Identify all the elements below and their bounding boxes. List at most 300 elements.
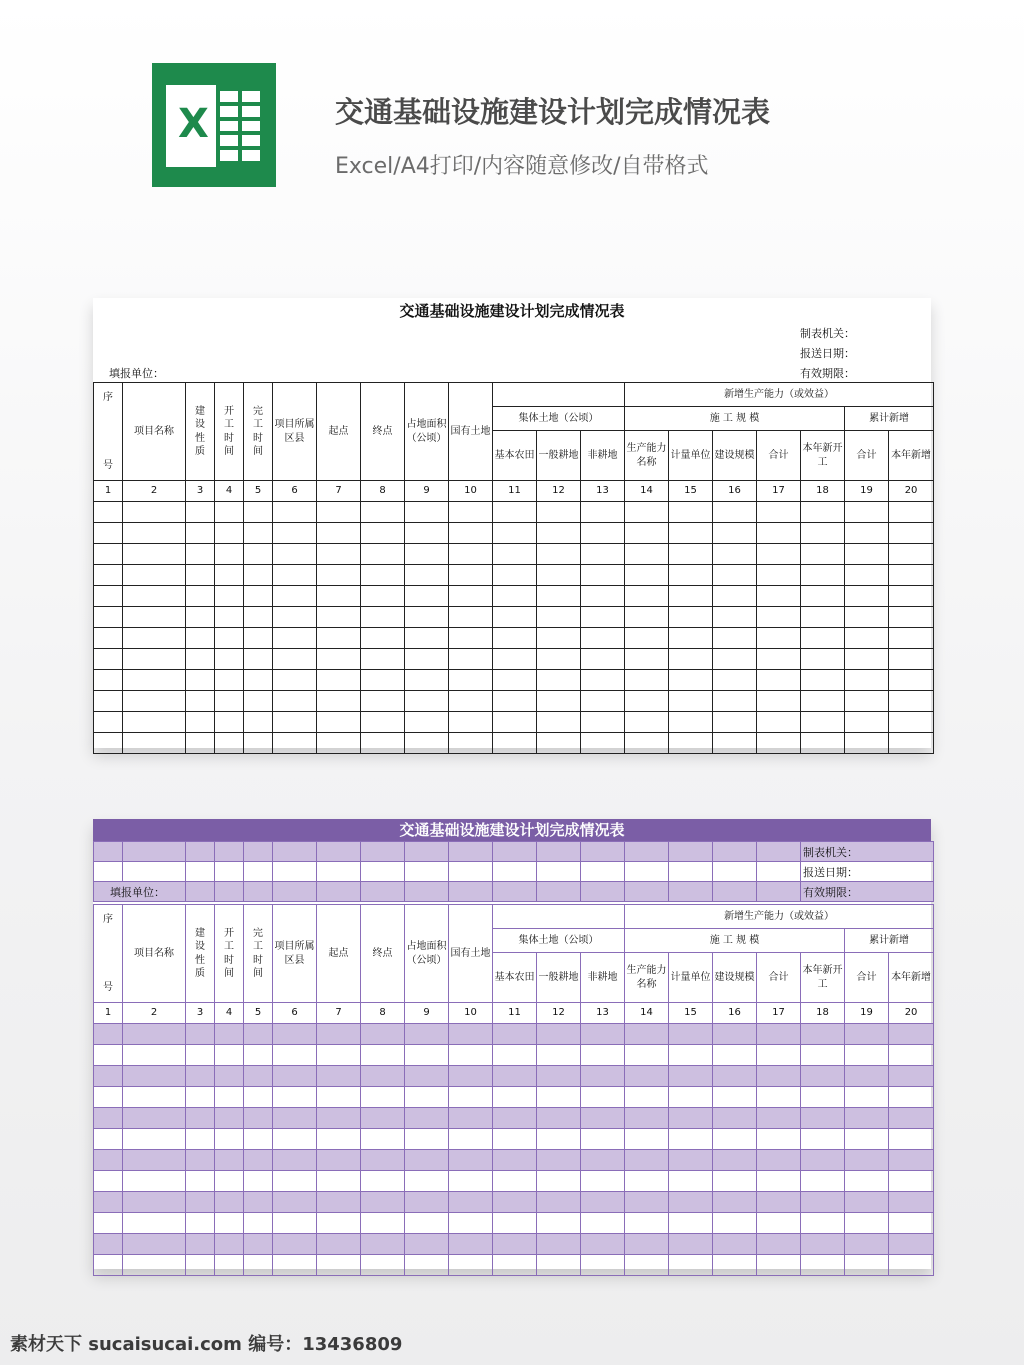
table-cell[interactable]: [94, 1192, 123, 1213]
table-cell[interactable]: [757, 1255, 801, 1276]
table-cell[interactable]: [669, 523, 713, 544]
table-cell[interactable]: [845, 1150, 889, 1171]
table-cell[interactable]: [449, 1192, 493, 1213]
table-cell[interactable]: [801, 1255, 845, 1276]
table-cell[interactable]: [215, 1213, 244, 1234]
table-cell[interactable]: [449, 586, 493, 607]
table-cell[interactable]: [405, 607, 449, 628]
table-cell[interactable]: [757, 1213, 801, 1234]
table-cell[interactable]: [186, 1108, 215, 1129]
table-cell[interactable]: [94, 502, 123, 523]
table-cell[interactable]: [801, 733, 845, 754]
table-cell[interactable]: [449, 1108, 493, 1129]
table-cell[interactable]: [581, 628, 625, 649]
table-cell[interactable]: [94, 1213, 123, 1234]
table-cell[interactable]: [493, 712, 537, 733]
table-cell[interactable]: [757, 628, 801, 649]
table-cell[interactable]: [889, 502, 934, 523]
table-cell[interactable]: [215, 649, 244, 670]
table-cell[interactable]: [801, 1087, 845, 1108]
table-cell[interactable]: [713, 1171, 757, 1192]
table-cell[interactable]: [669, 544, 713, 565]
table-cell[interactable]: [537, 1129, 581, 1150]
table-cell[interactable]: [713, 1213, 757, 1234]
table-cell[interactable]: [757, 1129, 801, 1150]
table-cell[interactable]: [493, 1129, 537, 1150]
table-cell[interactable]: [757, 1171, 801, 1192]
table-cell[interactable]: [186, 1150, 215, 1171]
table-cell[interactable]: [669, 733, 713, 754]
table-cell[interactable]: [273, 523, 317, 544]
table-cell[interactable]: [123, 523, 186, 544]
table-cell[interactable]: [405, 1024, 449, 1045]
table-cell[interactable]: [581, 1234, 625, 1255]
table-cell[interactable]: [625, 1234, 669, 1255]
table-cell[interactable]: [273, 691, 317, 712]
table-cell[interactable]: [405, 649, 449, 670]
table-cell[interactable]: [537, 649, 581, 670]
table-cell[interactable]: [317, 1234, 361, 1255]
table-cell[interactable]: [317, 1171, 361, 1192]
table-cell[interactable]: [845, 1024, 889, 1045]
table-cell[interactable]: [317, 1192, 361, 1213]
table-cell[interactable]: [215, 1192, 244, 1213]
table-cell[interactable]: [845, 523, 889, 544]
table-cell[interactable]: [449, 1150, 493, 1171]
table-cell[interactable]: [215, 565, 244, 586]
table-cell[interactable]: [186, 1087, 215, 1108]
table-cell[interactable]: [273, 1024, 317, 1045]
table-cell[interactable]: [625, 1255, 669, 1276]
table-cell[interactable]: [757, 1045, 801, 1066]
table-cell[interactable]: [669, 1171, 713, 1192]
table-cell[interactable]: [537, 502, 581, 523]
table-cell[interactable]: [186, 670, 215, 691]
table-cell[interactable]: [537, 523, 581, 544]
table-cell[interactable]: [94, 670, 123, 691]
table-cell[interactable]: [186, 544, 215, 565]
table-cell[interactable]: [361, 1024, 405, 1045]
table-cell[interactable]: [801, 1108, 845, 1129]
table-cell[interactable]: [317, 1255, 361, 1276]
table-cell[interactable]: [625, 1213, 669, 1234]
table-cell[interactable]: [215, 1066, 244, 1087]
table-cell[interactable]: [713, 1234, 757, 1255]
table-cell[interactable]: [669, 649, 713, 670]
table-cell[interactable]: [94, 1024, 123, 1045]
table-cell[interactable]: [361, 1255, 405, 1276]
table-cell[interactable]: [317, 691, 361, 712]
table-cell[interactable]: [361, 1213, 405, 1234]
table-cell[interactable]: [625, 1192, 669, 1213]
table-cell[interactable]: [405, 565, 449, 586]
table-cell[interactable]: [493, 586, 537, 607]
table-cell[interactable]: [713, 1255, 757, 1276]
table-cell[interactable]: [405, 1087, 449, 1108]
table-cell[interactable]: [273, 649, 317, 670]
table-cell[interactable]: [757, 649, 801, 670]
table-cell[interactable]: [186, 649, 215, 670]
table-cell[interactable]: [669, 1024, 713, 1045]
table-cell[interactable]: [537, 544, 581, 565]
table-cell[interactable]: [94, 1108, 123, 1129]
table-cell[interactable]: [757, 502, 801, 523]
table-cell[interactable]: [493, 1045, 537, 1066]
table-cell[interactable]: [845, 1045, 889, 1066]
table-cell[interactable]: [317, 523, 361, 544]
table-cell[interactable]: [537, 586, 581, 607]
table-cell[interactable]: [713, 1024, 757, 1045]
table-cell[interactable]: [493, 1192, 537, 1213]
table-cell[interactable]: [244, 628, 273, 649]
table-cell[interactable]: [273, 565, 317, 586]
table-cell[interactable]: [273, 1213, 317, 1234]
table-cell[interactable]: [449, 1024, 493, 1045]
table-cell[interactable]: [889, 1150, 934, 1171]
table-cell[interactable]: [273, 544, 317, 565]
table-cell[interactable]: [449, 502, 493, 523]
table-cell[interactable]: [273, 1171, 317, 1192]
table-cell[interactable]: [244, 607, 273, 628]
table-cell[interactable]: [669, 1255, 713, 1276]
table-cell[interactable]: [669, 1213, 713, 1234]
table-cell[interactable]: [669, 607, 713, 628]
table-cell[interactable]: [273, 502, 317, 523]
table-cell[interactable]: [317, 649, 361, 670]
table-cell[interactable]: [123, 565, 186, 586]
table-cell[interactable]: [669, 1045, 713, 1066]
table-cell[interactable]: [537, 712, 581, 733]
table-cell[interactable]: [123, 670, 186, 691]
table-cell[interactable]: [625, 1045, 669, 1066]
table-cell[interactable]: [449, 733, 493, 754]
table-cell[interactable]: [186, 1234, 215, 1255]
table-cell[interactable]: [757, 586, 801, 607]
table-cell[interactable]: [801, 544, 845, 565]
table-cell[interactable]: [713, 1150, 757, 1171]
table-cell[interactable]: [625, 586, 669, 607]
table-cell[interactable]: [625, 544, 669, 565]
table-cell[interactable]: [361, 733, 405, 754]
table-cell[interactable]: [215, 1255, 244, 1276]
table-cell[interactable]: [94, 712, 123, 733]
table-cell[interactable]: [186, 1045, 215, 1066]
table-cell[interactable]: [361, 1066, 405, 1087]
table-cell[interactable]: [493, 628, 537, 649]
table-cell[interactable]: [361, 1171, 405, 1192]
table-cell[interactable]: [273, 586, 317, 607]
table-cell[interactable]: [405, 502, 449, 523]
table-cell[interactable]: [713, 628, 757, 649]
table-cell[interactable]: [493, 1171, 537, 1192]
table-cell[interactable]: [405, 712, 449, 733]
table-cell[interactable]: [889, 1129, 934, 1150]
table-cell[interactable]: [845, 1087, 889, 1108]
table-cell[interactable]: [625, 1024, 669, 1045]
table-cell[interactable]: [537, 670, 581, 691]
table-cell[interactable]: [317, 1087, 361, 1108]
table-cell[interactable]: [713, 523, 757, 544]
table-cell[interactable]: [801, 1045, 845, 1066]
table-cell[interactable]: [361, 607, 405, 628]
table-cell[interactable]: [493, 670, 537, 691]
table-cell[interactable]: [581, 502, 625, 523]
table-cell[interactable]: [845, 1066, 889, 1087]
table-cell[interactable]: [123, 502, 186, 523]
table-cell[interactable]: [123, 1213, 186, 1234]
table-cell[interactable]: [123, 733, 186, 754]
table-cell[interactable]: [537, 1171, 581, 1192]
table-cell[interactable]: [244, 670, 273, 691]
table-cell[interactable]: [537, 628, 581, 649]
table-cell[interactable]: [669, 1192, 713, 1213]
table-cell[interactable]: [94, 607, 123, 628]
table-cell[interactable]: [713, 607, 757, 628]
table-cell[interactable]: [757, 523, 801, 544]
table-cell[interactable]: [405, 1129, 449, 1150]
table-cell[interactable]: [581, 565, 625, 586]
table-cell[interactable]: [94, 1234, 123, 1255]
table-cell[interactable]: [215, 523, 244, 544]
table-cell[interactable]: [244, 1150, 273, 1171]
table-cell[interactable]: [361, 523, 405, 544]
table-cell[interactable]: [94, 565, 123, 586]
table-cell[interactable]: [889, 1192, 934, 1213]
table-cell[interactable]: [493, 1024, 537, 1045]
table-cell[interactable]: [845, 1108, 889, 1129]
table-cell[interactable]: [757, 544, 801, 565]
table-cell[interactable]: [361, 712, 405, 733]
table-cell[interactable]: [625, 691, 669, 712]
table-cell[interactable]: [801, 1234, 845, 1255]
table-cell[interactable]: [713, 1066, 757, 1087]
table-cell[interactable]: [801, 712, 845, 733]
table-cell[interactable]: [361, 670, 405, 691]
table-cell[interactable]: [186, 1024, 215, 1045]
table-cell[interactable]: [244, 1213, 273, 1234]
table-cell[interactable]: [244, 733, 273, 754]
table-cell[interactable]: [581, 649, 625, 670]
table-cell[interactable]: [713, 733, 757, 754]
table-cell[interactable]: [801, 628, 845, 649]
table-cell[interactable]: [845, 607, 889, 628]
table-cell[interactable]: [889, 586, 934, 607]
table-cell[interactable]: [361, 586, 405, 607]
table-cell[interactable]: [757, 565, 801, 586]
table-cell[interactable]: [889, 1087, 934, 1108]
table-cell[interactable]: [801, 691, 845, 712]
table-cell[interactable]: [361, 565, 405, 586]
table-cell[interactable]: [244, 523, 273, 544]
table-cell[interactable]: [273, 670, 317, 691]
table-cell[interactable]: [361, 1129, 405, 1150]
table-cell[interactable]: [757, 1150, 801, 1171]
table-cell[interactable]: [186, 523, 215, 544]
table-cell[interactable]: [625, 712, 669, 733]
table-cell[interactable]: [123, 1066, 186, 1087]
table-cell[interactable]: [244, 1045, 273, 1066]
table-cell[interactable]: [713, 1045, 757, 1066]
table-cell[interactable]: [449, 670, 493, 691]
table-cell[interactable]: [215, 607, 244, 628]
table-cell[interactable]: [625, 670, 669, 691]
table-cell[interactable]: [493, 1066, 537, 1087]
table-cell[interactable]: [449, 607, 493, 628]
table-cell[interactable]: [801, 1150, 845, 1171]
table-cell[interactable]: [889, 1108, 934, 1129]
table-cell[interactable]: [625, 628, 669, 649]
table-cell[interactable]: [273, 1150, 317, 1171]
table-cell[interactable]: [537, 1087, 581, 1108]
table-cell[interactable]: [757, 691, 801, 712]
table-cell[interactable]: [244, 502, 273, 523]
table-cell[interactable]: [669, 1066, 713, 1087]
table-cell[interactable]: [801, 1066, 845, 1087]
table-cell[interactable]: [273, 1108, 317, 1129]
table-cell[interactable]: [757, 712, 801, 733]
table-cell[interactable]: [801, 1024, 845, 1045]
table-cell[interactable]: [317, 1129, 361, 1150]
table-cell[interactable]: [449, 1129, 493, 1150]
table-cell[interactable]: [713, 691, 757, 712]
table-cell[interactable]: [317, 502, 361, 523]
table-cell[interactable]: [669, 1108, 713, 1129]
table-cell[interactable]: [581, 1150, 625, 1171]
table-cell[interactable]: [123, 607, 186, 628]
table-cell[interactable]: [449, 649, 493, 670]
table-cell[interactable]: [669, 1234, 713, 1255]
table-cell[interactable]: [405, 1045, 449, 1066]
table-cell[interactable]: [94, 544, 123, 565]
table-cell[interactable]: [757, 1234, 801, 1255]
table-cell[interactable]: [244, 544, 273, 565]
table-cell[interactable]: [801, 502, 845, 523]
table-cell[interactable]: [449, 523, 493, 544]
table-cell[interactable]: [244, 565, 273, 586]
table-cell[interactable]: [186, 691, 215, 712]
table-cell[interactable]: [317, 1213, 361, 1234]
table-cell[interactable]: [405, 670, 449, 691]
table-cell[interactable]: [317, 607, 361, 628]
table-cell[interactable]: [186, 607, 215, 628]
table-cell[interactable]: [845, 670, 889, 691]
table-cell[interactable]: [625, 1108, 669, 1129]
table-cell[interactable]: [317, 1045, 361, 1066]
table-cell[interactable]: [123, 1150, 186, 1171]
table-cell[interactable]: [123, 1108, 186, 1129]
table-cell[interactable]: [493, 649, 537, 670]
table-cell[interactable]: [361, 544, 405, 565]
table-cell[interactable]: [244, 1255, 273, 1276]
table-cell[interactable]: [889, 649, 934, 670]
table-cell[interactable]: [123, 1192, 186, 1213]
table-cell[interactable]: [244, 1129, 273, 1150]
table-cell[interactable]: [845, 1255, 889, 1276]
table-cell[interactable]: [405, 1108, 449, 1129]
table-cell[interactable]: [317, 1108, 361, 1129]
table-cell[interactable]: [123, 1171, 186, 1192]
table-cell[interactable]: [537, 565, 581, 586]
table-cell[interactable]: [405, 1171, 449, 1192]
table-cell[interactable]: [889, 733, 934, 754]
table-cell[interactable]: [845, 691, 889, 712]
table-cell[interactable]: [581, 607, 625, 628]
table-cell[interactable]: [625, 1066, 669, 1087]
table-cell[interactable]: [845, 565, 889, 586]
table-cell[interactable]: [244, 1108, 273, 1129]
table-cell[interactable]: [713, 1108, 757, 1129]
table-cell[interactable]: [94, 1255, 123, 1276]
table-cell[interactable]: [801, 1171, 845, 1192]
table-cell[interactable]: [889, 544, 934, 565]
table-cell[interactable]: [405, 1213, 449, 1234]
table-cell[interactable]: [713, 502, 757, 523]
table-cell[interactable]: [186, 1171, 215, 1192]
table-cell[interactable]: [123, 586, 186, 607]
table-cell[interactable]: [273, 1192, 317, 1213]
table-cell[interactable]: [361, 1192, 405, 1213]
table-cell[interactable]: [361, 502, 405, 523]
table-cell[interactable]: [94, 1150, 123, 1171]
table-cell[interactable]: [625, 733, 669, 754]
table-cell[interactable]: [273, 1255, 317, 1276]
table-cell[interactable]: [537, 1234, 581, 1255]
table-cell[interactable]: [889, 565, 934, 586]
table-cell[interactable]: [449, 1045, 493, 1066]
table-cell[interactable]: [215, 1129, 244, 1150]
table-cell[interactable]: [493, 523, 537, 544]
table-cell[interactable]: [801, 523, 845, 544]
table-cell[interactable]: [186, 1192, 215, 1213]
table-cell[interactable]: [537, 1192, 581, 1213]
table-cell[interactable]: [449, 1171, 493, 1192]
table-cell[interactable]: [669, 712, 713, 733]
table-cell[interactable]: [845, 733, 889, 754]
table-cell[interactable]: [317, 1024, 361, 1045]
table-cell[interactable]: [123, 1129, 186, 1150]
table-cell[interactable]: [123, 712, 186, 733]
table-cell[interactable]: [493, 1108, 537, 1129]
table-cell[interactable]: [669, 670, 713, 691]
table-cell[interactable]: [186, 1255, 215, 1276]
table-cell[interactable]: [801, 1129, 845, 1150]
table-cell[interactable]: [889, 1213, 934, 1234]
table-cell[interactable]: [713, 670, 757, 691]
table-cell[interactable]: [493, 1255, 537, 1276]
table-cell[interactable]: [889, 1024, 934, 1045]
table-cell[interactable]: [449, 712, 493, 733]
table-cell[interactable]: [581, 691, 625, 712]
table-cell[interactable]: [669, 691, 713, 712]
table-cell[interactable]: [845, 1171, 889, 1192]
table-cell[interactable]: [625, 1171, 669, 1192]
table-cell[interactable]: [757, 1066, 801, 1087]
table-cell[interactable]: [493, 1087, 537, 1108]
table-cell[interactable]: [317, 565, 361, 586]
table-cell[interactable]: [757, 1192, 801, 1213]
table-cell[interactable]: [215, 1087, 244, 1108]
table-cell[interactable]: [273, 1234, 317, 1255]
table-cell[interactable]: [757, 733, 801, 754]
table-cell[interactable]: [845, 544, 889, 565]
table-cell[interactable]: [215, 712, 244, 733]
table-cell[interactable]: [889, 628, 934, 649]
table-cell[interactable]: [405, 1234, 449, 1255]
table-cell[interactable]: [123, 1024, 186, 1045]
table-cell[interactable]: [405, 586, 449, 607]
table-cell[interactable]: [273, 1066, 317, 1087]
table-cell[interactable]: [537, 607, 581, 628]
